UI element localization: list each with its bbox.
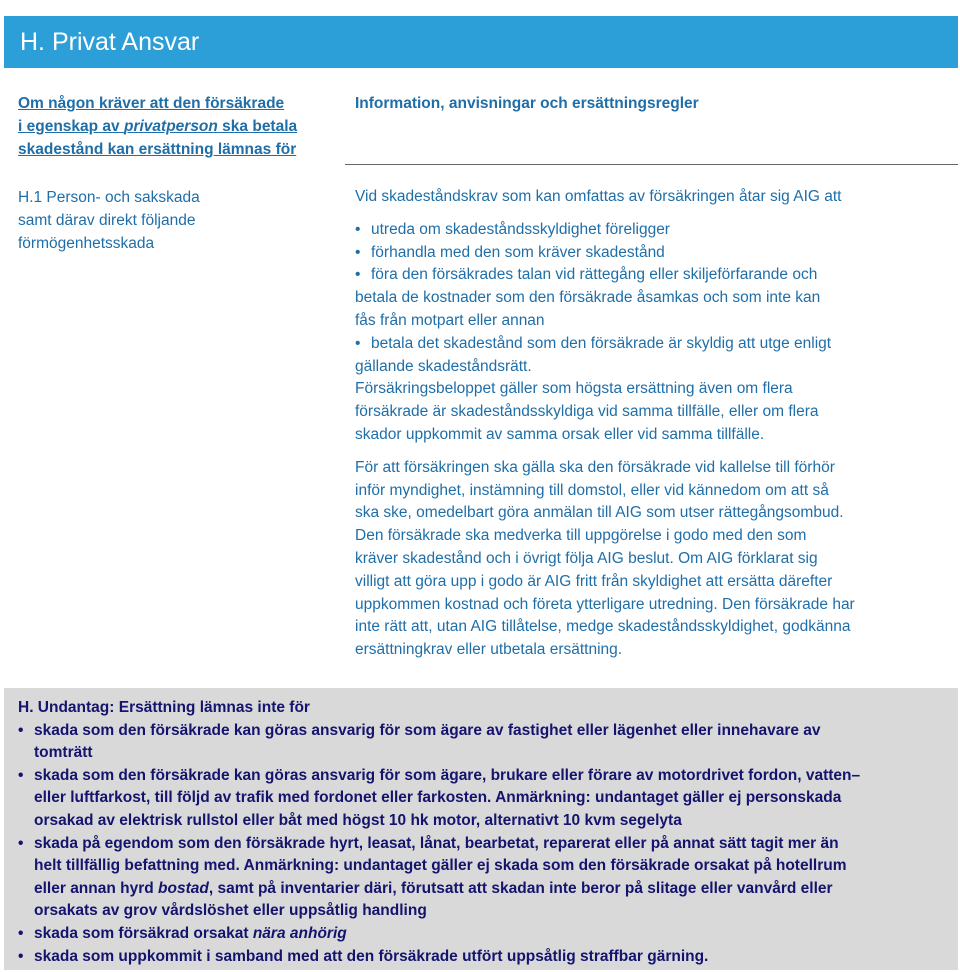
exception-emphasis: nära anhörig	[252, 924, 347, 942]
exception-line: orsakad av elektrisk rullstol eller båt med högst 10 hk motor, alternativt 10 kvm segelyta	[34, 811, 682, 829]
body-line: Den försäkrade ska medverka till uppgörelse i godo med den som	[355, 527, 807, 545]
body-line: betala de kostnader som den försäkrade åsamkas och som inte kan	[355, 289, 821, 307]
body-line: inte rätt att, utan AIG tillåtelse, medge skadeståndsskyldighet, godkänna	[355, 618, 851, 636]
body-line: ersättningkrav eller utbetala ersättning.	[355, 641, 623, 659]
exception-text: eller annan hyrd	[34, 879, 159, 897]
coverage-heading-line: skadestånd kan ersättning lämnas för	[18, 141, 297, 158]
section-heading-line: H.1 Person- och sakskada	[18, 189, 200, 206]
coverage-heading-line: Om någon kräver att den försäkrade	[18, 95, 285, 112]
page-title: H. Privat Ansvar	[20, 28, 200, 56]
body-line: fås från motpart eller annan	[355, 311, 545, 329]
exceptions-list	[18, 697, 948, 968]
coverage-heading-text: ska betala	[217, 118, 298, 135]
body-line: För att försäkringen ska gälla ska den försäkrade vid kallelse till förhör	[355, 458, 835, 476]
exception-item: • skada på egendom som den försäkrade hyrt, leasat, lånat, bearbetat, reparerat eller på annat sätt tagit mer än	[18, 833, 948, 856]
exception-item: • skada som den försäkrade kan göras ansvarig för som ägare av fastighet eller lägenhet eller innehavare av	[18, 720, 948, 743]
bullet-item: • betala det skadestånd som den försäkrade är skyldig att utge enligt	[355, 333, 955, 356]
bullet-item: • förhandla med den som kräver skadestånd	[355, 242, 955, 265]
exception-line: tomträtt	[34, 744, 93, 762]
section-heading	[18, 186, 318, 255]
exceptions-title: H. Undantag: Ersättning lämnas inte för	[18, 699, 310, 716]
body-line: skador uppkommit av samma orsak eller vid samma tillfälle.	[355, 425, 765, 443]
spacer	[355, 209, 955, 219]
exception-line: eller luftfarkost, till följd av trafik med fordonet eller farkosten. Anmärkning: undantaget gäller ej personskada	[34, 789, 842, 807]
body-line: villigt att göra upp i godo är AIG fritt från skyldighet att ersätta därefter	[355, 572, 833, 590]
section-heading-line: förmögenhetsskada	[18, 235, 155, 252]
exception-line: helt tillfällig befattning med. Anmärkning: undantaget gäller ej skada som den försäkrade orsakat på hotellrum	[34, 857, 847, 875]
exception-item	[18, 923, 948, 946]
exception-text: , samt på inventarier däri, förutsatt att skadan inte beror på slitage eller vanvård eller	[208, 879, 833, 897]
coverage-heading	[18, 92, 328, 161]
info-heading: Information, anvisningar och ersättningsregler	[355, 95, 699, 112]
body-line: Försäkringsbeloppet gäller som högsta ersättning även om flera	[355, 380, 793, 398]
spacer	[355, 447, 955, 457]
body-intro: Vid skadeståndskrav som kan omfattas av försäkringen åtar sig AIG att	[355, 188, 842, 205]
section-body	[355, 186, 955, 662]
exception-emphasis: bostad	[158, 879, 209, 897]
body-line: ska ske, omedelbart göra anmälan till AIG som utser rättegångsombud.	[355, 504, 844, 522]
coverage-heading-text: i egenskap av	[18, 118, 124, 135]
exception-line	[18, 878, 948, 901]
header-band	[4, 16, 958, 68]
bullet-item: • föra den försäkrades talan vid rättegång eller skiljeförfarande och	[355, 264, 955, 287]
exception-line: orsakats av grov vårdslöshet eller uppsåtlig handling	[34, 902, 427, 920]
exception-item: • skada som den försäkrade kan göras ansvarig för som ägare, brukare eller förare av motordrivet fordon, vatten–	[18, 765, 948, 788]
coverage-heading-line	[18, 115, 328, 138]
body-line: uppkommen kostnad och företa ytterligare utredning. Den försäkrade har	[355, 595, 855, 613]
bullet-item: • utreda om skadeståndsskyldighet föreligger	[355, 219, 955, 242]
exception-text: skada som försäkrad orsakat	[34, 924, 253, 942]
body-line: kräver skadestånd och i övrigt följa AIG beslut. Om AIG förklarat sig	[355, 549, 818, 567]
coverage-heading-emphasis: privatperson	[123, 118, 218, 135]
body-line: inför myndighet, instämning till domstol, eller vid kännedom om att så	[355, 481, 829, 499]
section-heading-line: samt därav direkt följande	[18, 212, 196, 229]
body-line: gällande skadeståndsrätt.	[355, 357, 532, 375]
exception-item: • skada som uppkommit i samband med att den försäkrade utfört uppsåtlig straffbar gärning.	[18, 946, 948, 969]
divider	[345, 164, 958, 165]
body-line: försäkrade är skadeståndsskyldiga vid samma tillfälle, eller om flera	[355, 403, 819, 421]
